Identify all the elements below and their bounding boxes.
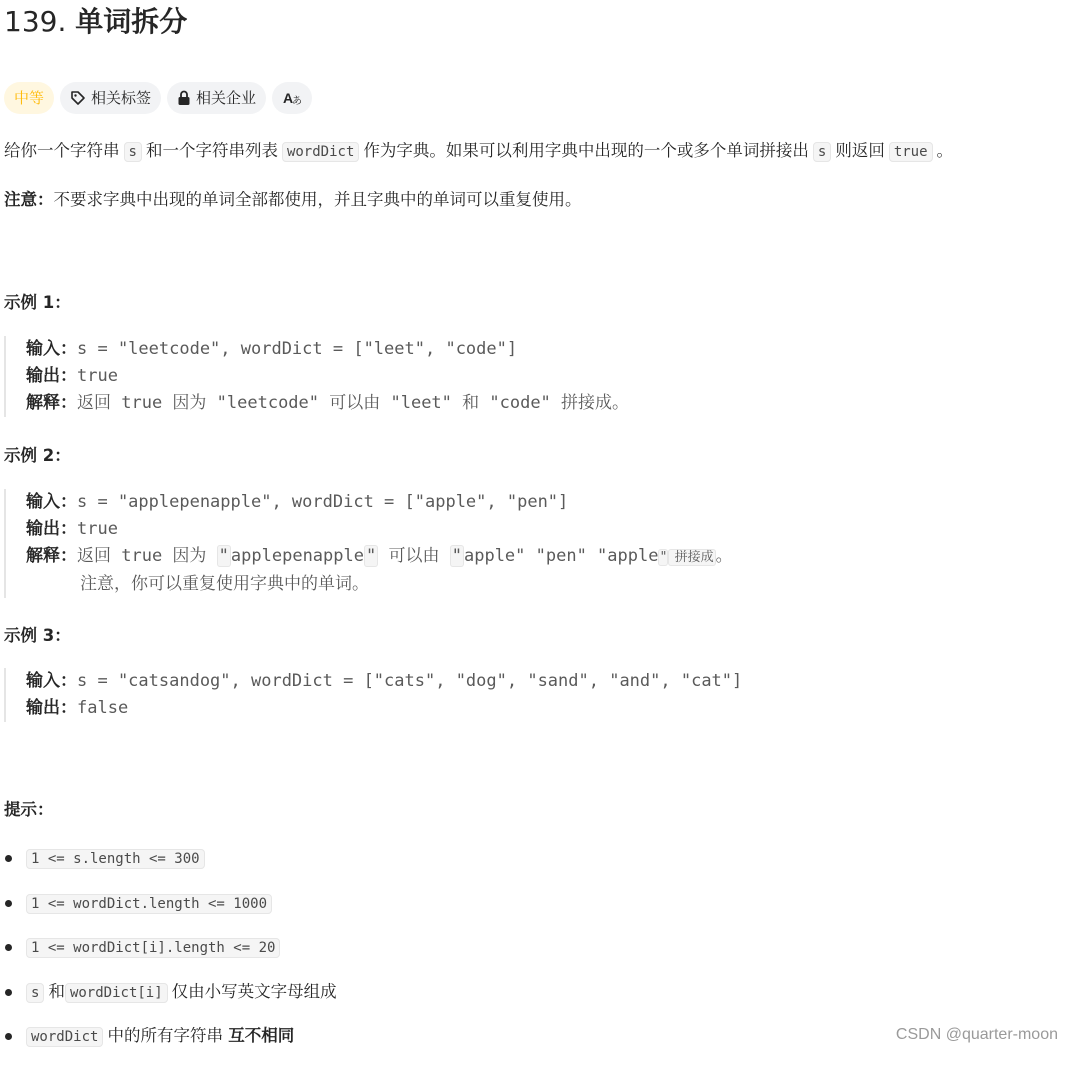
- inline-code: wordDict[i]: [65, 983, 168, 1003]
- tag-row: [4, 82, 1070, 114]
- output-label: 输出：: [26, 519, 77, 539]
- example-3-block: [4, 668, 742, 722]
- explain-code: true: [111, 546, 173, 566]
- desc-text: 和一个字符串列表: [145, 141, 278, 160]
- problem-name: 单词拆分: [75, 5, 188, 38]
- svg-text:あ: あ: [292, 96, 303, 107]
- example-1-heading: 示例 1：: [4, 293, 71, 312]
- translate-icon: [282, 89, 302, 107]
- desc-text: 。: [936, 141, 954, 160]
- inline-code: 1 <= wordDict[i].length <= 20: [26, 938, 280, 958]
- difficulty-badge: [4, 82, 54, 114]
- example-3-heading: 示例 3：: [4, 626, 71, 645]
- desc-text: 作为字典。如果可以利用字典中出现的一个或多个单词拼接出: [363, 141, 809, 160]
- lock-icon: [177, 90, 191, 106]
- output-label: 输出：: [26, 698, 77, 718]
- explain-code-box: ": [365, 546, 377, 566]
- list-item: [4, 1020, 337, 1065]
- hint-bold-text: 互不相同: [228, 1026, 295, 1045]
- problem-note: [4, 186, 582, 214]
- note-label: 注意：: [4, 190, 54, 209]
- explain-text: 和: [462, 393, 480, 413]
- example-output: true: [77, 519, 118, 539]
- input-label: 输入：: [26, 671, 77, 691]
- explain-code: true: [111, 393, 173, 413]
- related-tags-label: 相关标签: [91, 89, 152, 107]
- explain-code: "leet": [380, 393, 463, 413]
- input-label: 输入：: [26, 339, 77, 359]
- problem-number: 139.: [4, 5, 67, 38]
- explain-code: [378, 546, 388, 566]
- explain-text: 因为: [172, 546, 207, 566]
- translate-button[interactable]: [272, 82, 312, 114]
- explain-code: [439, 546, 449, 566]
- hint-text: 仅由小写英文字母组成: [171, 981, 337, 1001]
- example-input: s = "applepenapple", wordDict = ["apple", "pen"]: [77, 492, 569, 512]
- svg-text:A: A: [283, 90, 294, 106]
- example-output: true: [77, 366, 118, 386]
- inline-code: true: [889, 142, 933, 162]
- explain-code: "leetcode": [206, 393, 330, 413]
- note-text: 不要求字典中出现的单词全部都使用，并且字典中的单词可以重复使用。: [53, 190, 582, 209]
- explain-code: apple" "pen" "apple: [463, 546, 659, 566]
- hints-list: [4, 842, 337, 1065]
- explain-text: 因为: [172, 393, 207, 413]
- related-companies-label: 相关企业: [196, 89, 257, 107]
- inline-code: 1 <= s.length <= 300: [26, 849, 205, 869]
- example-output: false: [77, 698, 129, 718]
- inline-code: wordDict: [282, 142, 359, 162]
- explain-label: 解释：: [26, 393, 77, 413]
- inline-code: s: [26, 983, 44, 1003]
- explain-text: 返回: [77, 546, 111, 566]
- list-item: [4, 842, 337, 887]
- example-2-block: [4, 489, 733, 598]
- problem-title: [4, 0, 1070, 42]
- explain-label: 解释：: [26, 546, 77, 566]
- example-input: s = "catsandog", wordDict = ["cats", "dog", "sand", "and", "cat"]: [77, 671, 743, 691]
- example-input: s = "leetcode", wordDict = ["leet", "code"]: [77, 339, 518, 359]
- tag-icon: [70, 90, 86, 106]
- explain-text: 返回: [77, 393, 111, 413]
- list-item: [4, 887, 337, 932]
- hints-heading: 提示：: [4, 800, 54, 819]
- explain-text: 可以由: [388, 546, 440, 566]
- hint-text: 中的所有字符串: [107, 1026, 223, 1045]
- explain-code: applepenapple: [230, 546, 364, 566]
- explain-text: 拼接成。: [561, 393, 630, 413]
- hint-text: 和: [48, 981, 65, 1001]
- example-2-heading: 示例 2：: [4, 446, 71, 465]
- related-tags-button[interactable]: [60, 82, 161, 114]
- explain-text: 可以由: [329, 393, 381, 413]
- explain-line-2: 注意，你可以重复使用字典中的单词。: [80, 574, 369, 594]
- explain-code-box: 拼接成: [670, 550, 714, 565]
- output-label: 输出：: [26, 366, 77, 386]
- explain-text: 。: [715, 546, 733, 566]
- explain-code-box: ": [660, 550, 667, 565]
- explain-code-box: ": [218, 546, 229, 566]
- list-item: [4, 931, 337, 976]
- related-companies-button[interactable]: [167, 82, 266, 114]
- csdn-watermark: CSDN @quarter-moon: [895, 1026, 1058, 1043]
- list-item: [4, 976, 337, 1021]
- inline-code: s: [813, 142, 831, 162]
- desc-text: 给你一个字符串: [4, 141, 120, 160]
- input-label: 输入：: [26, 492, 77, 512]
- explain-code: "code": [479, 393, 562, 413]
- difficulty-label: 中等: [14, 89, 45, 107]
- problem-description: [4, 137, 953, 166]
- inline-code: wordDict: [26, 1027, 103, 1047]
- example-1-block: [4, 336, 629, 417]
- inline-code: 1 <= wordDict.length <= 1000: [26, 894, 272, 914]
- inline-code: s: [124, 142, 142, 162]
- explain-code-box: ": [451, 546, 462, 566]
- explain-code: [206, 546, 216, 566]
- desc-text: 则返回: [835, 141, 885, 160]
